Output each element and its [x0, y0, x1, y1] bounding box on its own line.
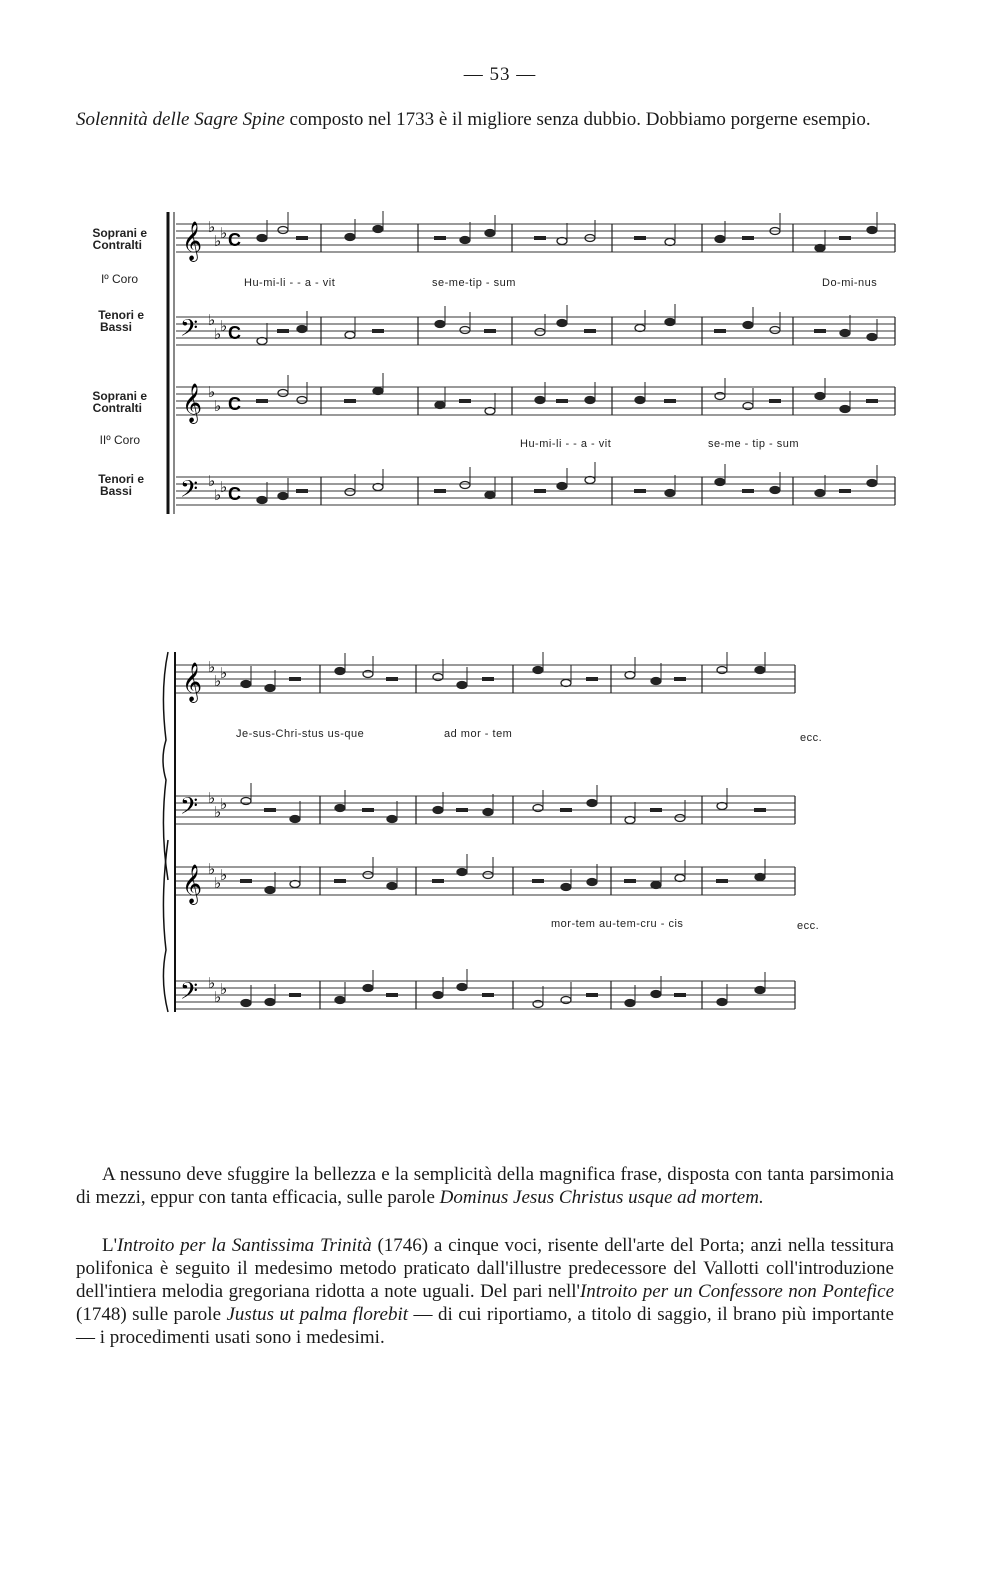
note-icon [257, 497, 267, 504]
note-icon [265, 999, 275, 1006]
system-1 [92, 211, 895, 514]
note-icon [485, 408, 495, 415]
note-icon [651, 991, 661, 998]
svg-text:♭: ♭ [214, 233, 222, 250]
note-icon [535, 329, 545, 336]
svg-text:♭: ♭ [208, 790, 216, 807]
rest-icon [674, 993, 686, 997]
svg-text:♭: ♭ [214, 487, 222, 504]
note-icon [625, 817, 635, 824]
svg-text:C: C [228, 323, 241, 343]
svg-text:♭: ♭ [214, 398, 222, 415]
note-icon [460, 482, 470, 489]
rest-icon [484, 329, 496, 333]
part-label-tenori: Tenori e [98, 308, 144, 322]
rest-icon [634, 236, 646, 240]
note-icon [535, 397, 545, 404]
note-icon [651, 678, 661, 685]
rest-icon [256, 399, 268, 403]
rest-icon [434, 489, 446, 493]
system-1-barlines [321, 224, 895, 505]
note-icon [665, 239, 675, 246]
rest-icon [482, 993, 494, 997]
note-icon [345, 489, 355, 496]
note-icon [485, 230, 495, 237]
note-icon [815, 490, 825, 497]
rest-icon [386, 677, 398, 681]
intro-title: Solennità delle Sagre Spine [76, 109, 285, 130]
svg-text:♭: ♭ [220, 665, 228, 682]
paragraph-italic: Dominus Jesus Christus usque ad mortem. [439, 1187, 764, 1208]
note-icon [840, 330, 850, 337]
rest-icon [650, 808, 662, 812]
note-icon [278, 493, 288, 500]
note-icon [387, 883, 397, 890]
rest-icon [556, 399, 568, 403]
note-icon [363, 872, 373, 879]
note-icon [587, 800, 597, 807]
svg-text:♭: ♭ [208, 861, 216, 878]
rest-icon [584, 329, 596, 333]
svg-text:♭: ♭ [208, 384, 216, 401]
rest-icon [482, 677, 494, 681]
note-icon [257, 338, 267, 345]
common-time-icon [228, 230, 241, 504]
system-1-notes [256, 211, 878, 504]
part-label-contralti: Contralti [92, 401, 142, 415]
rest-icon [560, 808, 572, 812]
svg-text:𝄞: 𝄞 [182, 663, 203, 701]
system-2 [163, 652, 822, 1012]
note-icon [585, 397, 595, 404]
rest-icon [432, 879, 444, 883]
svg-text:♭: ♭ [208, 312, 216, 329]
rest-icon [344, 399, 356, 403]
paragraph-text: L' [102, 1235, 118, 1256]
note-icon [278, 390, 288, 397]
svg-text:♭: ♭ [214, 989, 222, 1006]
lyric-line: Je-sus-Chri-stus us-que [236, 728, 365, 740]
note-icon [257, 235, 267, 242]
page-number: — 53 — [463, 64, 537, 85]
svg-text:♭: ♭ [220, 225, 228, 242]
note-icon [241, 1000, 251, 1007]
rest-icon [386, 993, 398, 997]
note-icon [433, 807, 443, 814]
note-icon [363, 985, 373, 992]
body-paragraph-2 [76, 1234, 894, 1349]
note-icon [635, 325, 645, 332]
lyric-line: ecc. [800, 732, 823, 744]
rest-icon [839, 489, 851, 493]
note-icon [290, 816, 300, 823]
paragraph-italic: Introito per un Confessore non Pontefice [579, 1281, 895, 1302]
svg-text:♭: ♭ [214, 875, 222, 892]
note-icon [675, 875, 685, 882]
rest-icon [586, 993, 598, 997]
system-2-barlines [320, 665, 795, 1009]
rest-icon [532, 879, 544, 883]
note-icon [297, 397, 307, 404]
rest-icon [664, 399, 676, 403]
note-icon [557, 238, 567, 245]
svg-text:♭: ♭ [220, 867, 228, 884]
rest-icon [289, 677, 301, 681]
body-paragraph-1 [76, 1163, 894, 1209]
part-label-contralti: Contralti [92, 238, 142, 252]
note-icon [335, 668, 345, 675]
bass-clef-icon [180, 793, 198, 824]
note-icon [867, 227, 877, 234]
note-icon [840, 406, 850, 413]
svg-text:♭: ♭ [220, 479, 228, 496]
note-icon [625, 1000, 635, 1007]
svg-text:C: C [228, 230, 241, 250]
lyric-line: Hu-mi-li - - a - vit [520, 438, 612, 450]
part-label-bassi: Bassi [99, 484, 132, 498]
rest-icon [362, 808, 374, 812]
part-label-soprani: Soprani e [92, 226, 147, 240]
note-icon [335, 805, 345, 812]
lyric-line: mor-tem au-tem-cru - cis [551, 918, 684, 930]
paragraph-text: A nessuno deve sfuggire la bellezza e la semplicità della magnifica frase, disposta con tanta parsimonia di mezzi, eppur con tanta efficacia, sulle parole [76, 1164, 894, 1208]
paragraph-text: (1748) sulle parole [76, 1304, 227, 1325]
note-icon [815, 245, 825, 252]
rest-icon [456, 808, 468, 812]
rest-icon [334, 879, 346, 883]
rest-icon [716, 879, 728, 883]
rest-icon [769, 399, 781, 403]
paragraph-text: — di cui riportiamo, a titolo di saggio, il brano più importante — i procedimenti usati sono i medesimi. [76, 1304, 894, 1348]
note-icon [867, 480, 877, 487]
rest-icon [624, 879, 636, 883]
svg-text:C: C [228, 484, 241, 504]
rest-icon [742, 489, 754, 493]
note-icon [755, 874, 765, 881]
rest-icon [714, 329, 726, 333]
rest-icon [866, 399, 878, 403]
note-icon [635, 397, 645, 404]
lyric-line: ad mor - tem [444, 728, 513, 740]
note-icon [460, 237, 470, 244]
svg-text:♭: ♭ [214, 673, 222, 690]
rest-icon [814, 329, 826, 333]
paragraph-italic: Introito per la Santissima Trinità [117, 1235, 372, 1256]
note-icon [373, 484, 383, 491]
lyric-line: ecc. [797, 920, 820, 932]
treble-clef-icon [182, 222, 202, 262]
bass-clef-icon [180, 476, 198, 507]
note-icon [241, 681, 251, 688]
note-icon [665, 319, 675, 326]
note-icon [625, 672, 635, 679]
note-icon [457, 682, 467, 689]
rest-icon [277, 329, 289, 333]
note-icon [561, 680, 571, 687]
paragraph-text: (1746) a cinque voci, risente dell'arte del Porta; anzi nella tessitura polifonica è seguito il medesimo metodo praticato dall'illustre predecessore del Vallotti coll'introduzione dell'intiera melodia gregoriana ridotta a note uguali. Del pari nell' [76, 1235, 894, 1302]
note-icon [561, 884, 571, 891]
key-signature-flat-icon [208, 659, 227, 1006]
svg-text:♭: ♭ [208, 659, 216, 676]
note-icon [715, 236, 725, 243]
note-icon [867, 334, 877, 341]
note-icon [278, 227, 288, 234]
rest-icon [742, 236, 754, 240]
treble-clef-icon [182, 384, 202, 424]
note-icon [290, 881, 300, 888]
rest-icon [534, 236, 546, 240]
svg-text:♭: ♭ [208, 975, 216, 992]
bass-clef-icon [180, 978, 198, 1009]
rest-icon [289, 993, 301, 997]
svg-text:C: C [228, 394, 241, 414]
rest-icon [264, 808, 276, 812]
note-icon [265, 887, 275, 894]
rest-icon [372, 329, 384, 333]
paragraph-italic: Justus ut palma florebit [226, 1304, 409, 1325]
rest-icon [674, 677, 686, 681]
part-label-tenori: Tenori e [98, 472, 144, 486]
note-icon [770, 327, 780, 334]
note-icon [587, 879, 597, 886]
svg-text:𝄞: 𝄞 [182, 384, 203, 422]
note-icon [755, 667, 765, 674]
system-1-staves [176, 224, 895, 505]
note-icon [557, 320, 567, 327]
note-icon [335, 997, 345, 1004]
note-icon [485, 492, 495, 499]
system-2-staves [176, 665, 795, 1009]
key-signature-flat-icon [208, 219, 227, 504]
rest-icon [434, 236, 446, 240]
note-icon [651, 882, 661, 889]
note-icon [435, 402, 445, 409]
note-icon [387, 816, 397, 823]
system-2-notes [240, 652, 766, 1008]
lyric-line: se-me-tip - sum [432, 277, 516, 289]
svg-text:𝄢: 𝄢 [180, 315, 199, 346]
lyric-line: Do-mi-nus [822, 277, 878, 289]
rest-icon [240, 879, 252, 883]
note-icon [297, 326, 307, 333]
lyric-line: Hu-mi-li - - a - vit [244, 277, 336, 289]
note-icon [533, 667, 543, 674]
svg-text:♭: ♭ [214, 326, 222, 343]
svg-text:♭: ♭ [208, 219, 216, 236]
note-icon [435, 321, 445, 328]
rest-icon [586, 677, 598, 681]
note-icon [815, 393, 825, 400]
note-icon [755, 987, 765, 994]
note-icon [717, 999, 727, 1006]
svg-text:𝄢: 𝄢 [180, 476, 199, 507]
note-icon [585, 477, 595, 484]
note-icon [675, 815, 685, 822]
choir-label-2: IIº Coro [99, 433, 140, 447]
svg-text:𝄞: 𝄞 [182, 865, 203, 903]
rest-icon [754, 808, 766, 812]
note-icon [665, 490, 675, 497]
note-icon [460, 327, 470, 334]
svg-text:♭: ♭ [208, 473, 216, 490]
note-icon [433, 992, 443, 999]
treble-clef-icon [182, 865, 202, 905]
svg-text:𝄢: 𝄢 [180, 978, 199, 1009]
note-icon [483, 872, 493, 879]
note-icon [373, 226, 383, 233]
part-label-bassi: Bassi [99, 320, 132, 334]
svg-text:♭: ♭ [214, 804, 222, 821]
rest-icon [839, 236, 851, 240]
rest-icon [296, 489, 308, 493]
note-icon [717, 803, 727, 810]
lyric-line: se-me - tip - sum [708, 438, 800, 450]
treble-clef-icon [182, 663, 202, 703]
svg-text:♭: ♭ [220, 796, 228, 813]
intro-text: composto nel 1733 è il migliore senza dubbio. Dobbiamo porgerne esempio. [284, 109, 871, 130]
note-icon [557, 483, 567, 490]
note-icon [483, 809, 493, 816]
rest-icon [296, 236, 308, 240]
note-icon [457, 869, 467, 876]
rest-icon [459, 399, 471, 403]
note-icon [345, 332, 355, 339]
rest-icon [634, 489, 646, 493]
choir-label-1: Iº Coro [100, 272, 138, 286]
note-icon [770, 487, 780, 494]
note-icon [373, 388, 383, 395]
note-icon [743, 322, 753, 329]
svg-text:♭: ♭ [220, 318, 228, 335]
svg-text:♭: ♭ [220, 981, 228, 998]
svg-text:𝄢: 𝄢 [180, 793, 199, 824]
note-icon [265, 685, 275, 692]
rest-icon [534, 489, 546, 493]
note-icon [715, 479, 725, 486]
bass-clef-icon [180, 315, 198, 346]
note-icon [345, 234, 355, 241]
part-label-soprani: Soprani e [92, 389, 147, 403]
note-icon [457, 984, 467, 991]
svg-text:𝄞: 𝄞 [182, 222, 203, 260]
